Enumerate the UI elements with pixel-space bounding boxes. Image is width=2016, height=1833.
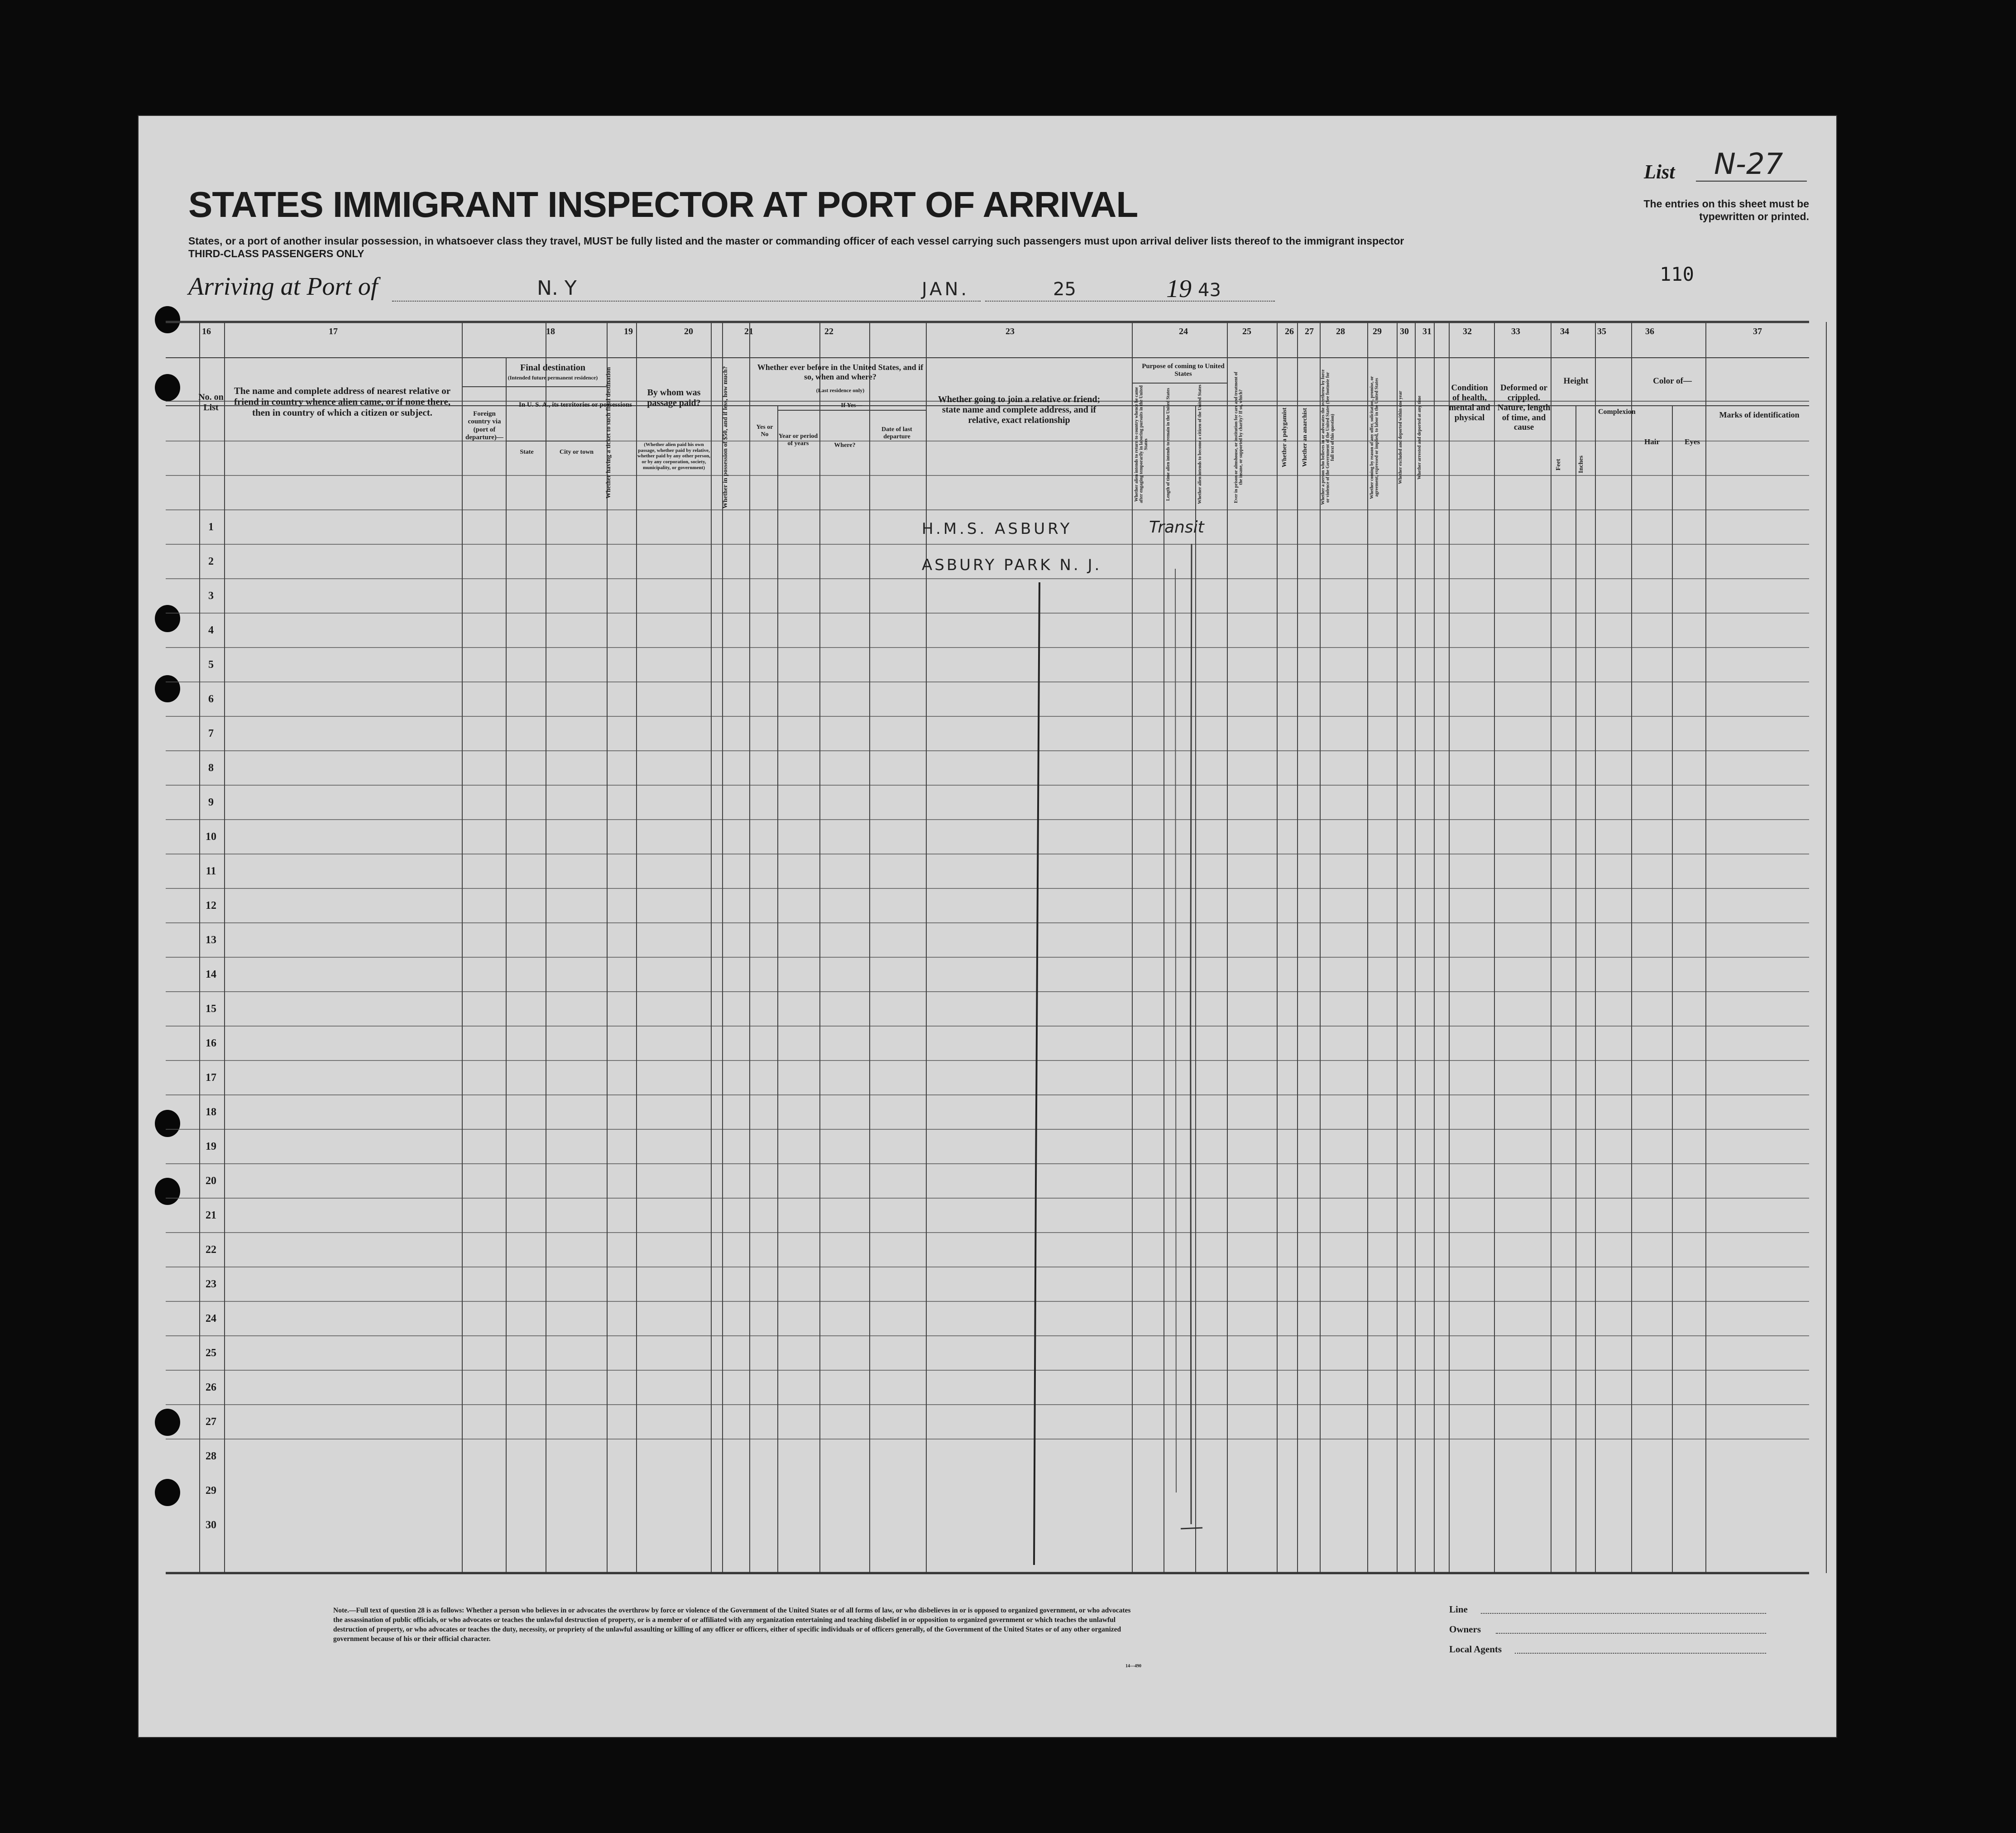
header-where: Where?	[834, 442, 856, 449]
col-number-37: 37	[1753, 326, 1762, 336]
header-condition-health: Condition of health, mental and physical	[1449, 383, 1490, 422]
header-feet: Feet	[1555, 459, 1562, 470]
ditto-lines	[139, 116, 1836, 1737]
col-number-17: 17	[329, 326, 338, 336]
header-passage-paid: By whom was passage paid?	[647, 388, 701, 408]
row-number: 20	[206, 1175, 216, 1187]
header-purpose-return: Whether alien intends to return to country whence he came after engaging temporarily in laboring pursuits in the United States	[1134, 385, 1149, 503]
header-arrested: Whether arrested and deported at any time	[1417, 395, 1422, 480]
row-number: 13	[206, 934, 216, 946]
port-label: Arriving at Port of	[188, 273, 378, 301]
header-passage-paid-note: (Whether alien paid his own passage, whether paid by relative, whether paid by any other person, or by any corporation, society, municipality, or government)	[637, 442, 710, 470]
col-number-22: 22	[824, 326, 833, 336]
header-color-of: Color of—	[1653, 376, 1692, 386]
row-number: 30	[206, 1519, 216, 1531]
header-eyes: Eyes	[1685, 437, 1700, 446]
row-number: 24	[206, 1313, 216, 1324]
row-number: 14	[206, 969, 216, 980]
line-label: Line	[1449, 1604, 1468, 1615]
header-ever-before-in-us: Whether ever before in the United States, and if so, when and where?	[757, 363, 924, 381]
row-number: 5	[208, 659, 214, 671]
row-number: 29	[206, 1485, 216, 1497]
header-foreign-country: Foreign country via (port of departure)—	[465, 410, 503, 441]
row-number: 19	[206, 1141, 216, 1152]
owners-field	[1496, 1633, 1766, 1634]
col-number-32: 32	[1463, 326, 1472, 336]
row-number: 4	[208, 624, 214, 636]
form-code: 14—490	[1125, 1664, 1141, 1669]
header-labor-offer: Whether coming by reason of any offer, solicitation, promise, or agreement, expressed or implied, to labor in the United States	[1370, 376, 1379, 499]
col-number-35: 35	[1597, 326, 1606, 336]
header-hair: Hair	[1644, 437, 1660, 446]
row-number: 3	[208, 590, 214, 602]
row-number: 8	[208, 762, 214, 774]
col-number-19: 19	[624, 326, 633, 336]
header-going-to-join: Whether going to join a relative or friend; state name and complete address, and if relative, exact relationship	[938, 394, 1101, 425]
header-height: Height	[1563, 376, 1589, 386]
header-city-or-town: City or town	[559, 449, 594, 456]
col-number-29: 29	[1373, 326, 1382, 336]
header-deformed: Deformed or crippled. Nature, length of time, and cause	[1497, 383, 1551, 432]
handwritten-row1-col24: Transit	[1149, 518, 1204, 537]
port-value: N. Y	[537, 277, 577, 300]
header-yes-or-no: Yes or No	[756, 424, 773, 438]
date-month: JAN.	[922, 279, 970, 300]
date-day: 25	[1053, 279, 1076, 300]
header-inches: Inches	[1578, 456, 1585, 474]
col-number-30: 30	[1400, 326, 1409, 336]
col-number-21: 21	[744, 326, 753, 336]
col-number-23: 23	[1006, 326, 1015, 336]
row-number: 27	[206, 1416, 216, 1428]
col-number-28: 28	[1336, 326, 1345, 336]
row-number: 11	[206, 865, 216, 877]
row-number: 10	[206, 831, 216, 843]
subtitle-line-1: States, or a port of another insular possession, in whatsoever class they travel, MUST be fully listed and the master or commanding officer of each vessel carrying such passengers must upon arrival deliver lists thereof to the immigrant inspector	[188, 235, 1404, 247]
header-state: State	[520, 449, 534, 456]
header-purpose-length: Length of time alien intends to remain in the United States	[1166, 388, 1171, 501]
manifest-sheet	[139, 116, 1836, 1737]
row-number: 23	[206, 1278, 216, 1290]
handwritten-row2-col23: ASBURY PARK N. J.	[922, 556, 1102, 574]
header-prison: Ever in prison or almshouse, or institution for care and treatment of the insane, or supported by charity? If so, which?	[1234, 372, 1244, 503]
col-number-34: 34	[1560, 326, 1569, 336]
local-agents-field	[1515, 1653, 1766, 1654]
list-label: List	[1644, 161, 1675, 183]
header-purpose-citizen: Whether alien intends to become a citizen of the United States	[1197, 384, 1202, 504]
row-number: 6	[208, 693, 214, 705]
header-nearest-relative: The name and complete address of nearest relative or friend in country whence alien came, or if none there, then in country of which a citizen or subject.	[234, 385, 451, 418]
row-number: 26	[206, 1382, 216, 1393]
col-number-20: 20	[684, 326, 693, 336]
local-agents-label: Local Agents	[1449, 1644, 1502, 1655]
header-final-destination: Final destination	[520, 363, 585, 373]
row-number: 12	[206, 900, 216, 912]
form-title: STATES IMMIGRANT INSPECTOR AT PORT OF ARRIVAL	[188, 184, 1138, 225]
year-written: 43	[1198, 280, 1221, 301]
subtitle-line-2: THIRD-CLASS PASSENGERS ONLY	[188, 248, 364, 259]
col-number-33: 33	[1511, 326, 1520, 336]
year-printed: 19	[1166, 275, 1192, 303]
header-date-last-departure: Date of last departure	[881, 426, 912, 441]
header-overthrow: Whether a person who believes in or advocates the overthrow by force or violence of the Government of the United States (See footnote for full text of this question)	[1321, 369, 1335, 505]
header-marks-identification: Marks of identification	[1719, 410, 1800, 419]
header-no-on-list: No. on List	[198, 392, 224, 413]
header-year-period: Year or period of years	[778, 433, 818, 447]
row-number: 1	[208, 521, 214, 533]
row-number: 21	[206, 1209, 216, 1221]
owners-label: Owners	[1449, 1624, 1481, 1635]
row-number: 7	[208, 728, 214, 739]
row-number: 22	[206, 1244, 216, 1256]
col-number-31: 31	[1422, 326, 1432, 336]
col-number-27: 27	[1305, 326, 1314, 336]
col-number-25: 25	[1242, 326, 1251, 336]
row-number: 9	[208, 797, 214, 808]
col-number-16: 16	[202, 326, 211, 336]
line-field	[1481, 1613, 1766, 1614]
entries-note: The entries on this sheet must be typewritten or printed.	[1643, 198, 1809, 222]
list-number: N-27	[1714, 148, 1783, 181]
header-if-yes: If Yes—	[841, 402, 862, 409]
header-complexion: Complexion	[1598, 408, 1636, 416]
sheet-number: 110	[1660, 263, 1694, 285]
row-number: 17	[206, 1072, 216, 1084]
header-polygamist: Whether a polygamist	[1281, 408, 1288, 467]
header-final-destination-sub: (Intended future permanent residence)	[508, 374, 598, 381]
header-ticket: Whether having a ticket to such final destination	[605, 367, 612, 499]
handwritten-row1-col23: H.M.S. ASBURY	[922, 520, 1073, 538]
header-purpose: Purpose of coming to United States	[1142, 363, 1225, 378]
header-anarchist: Whether an anarchist	[1302, 408, 1308, 467]
row-number: 28	[206, 1450, 216, 1462]
col-number-24: 24	[1179, 326, 1188, 336]
col-number-26: 26	[1285, 326, 1294, 336]
row-number: 15	[206, 1003, 216, 1015]
row-number: 18	[206, 1106, 216, 1118]
header-fifty-dollars: Whether in possession of $50, and if less, how much?	[722, 366, 729, 509]
header-in-usa: In U. S. A., its territories or possessions	[518, 401, 632, 408]
header-last-residence: (Last residence only)	[816, 387, 865, 393]
footer-note: Note.—Full text of question 28 is as follows: Whether a person who believes in or advocates the overthrow by force or violence of the Government of the United States or of all forms of law, or who disbelieves in or is opposed to organized government, or who advocates the assassination of public officials, or who advocates or teaches the unlawful destruction of property, or is a member of or affiliated with any organization entertaining and teaching disbelief in or opposition to organized government or which teaches the unlawful destruction of property, or who advocates or teaches the duty, necessity, or propriety of the unlawful assaulting or killing of any officer or officers, either of specific individuals or of officers generally, of the Government of the United States or of any other organized government because of his or their official character.	[333, 1607, 1131, 1643]
row-number: 16	[206, 1037, 216, 1049]
col-number-18: 18	[546, 326, 555, 336]
header-excluded: Whether excluded and deported within one year	[1398, 391, 1403, 484]
row-number: 2	[208, 556, 214, 567]
col-number-36: 36	[1645, 326, 1654, 336]
row-number: 25	[206, 1347, 216, 1359]
